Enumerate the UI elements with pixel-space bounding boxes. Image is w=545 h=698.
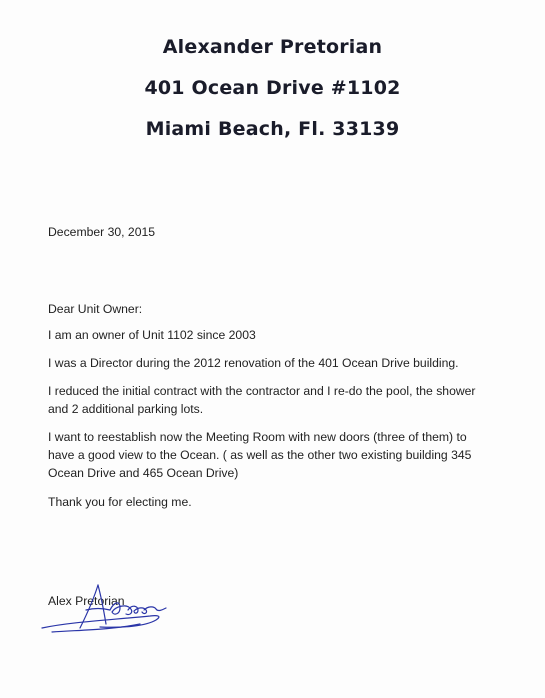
signer-name: Alex Pretorian: [48, 594, 125, 608]
paragraph-line: I was a Director during the 2012 renovation of the 401 Ocean Drive building.: [48, 356, 459, 370]
paragraph-line: I am an owner of Unit 1102 since 2003: [48, 328, 256, 342]
closing-line: [48, 493, 192, 511]
paragraph-ownership: [48, 326, 256, 344]
paragraph-line: I want to reestablish now the Meeting Room with new doors (three of them) to: [48, 430, 467, 444]
letterhead-address: 401 Ocean Drive #1102: [144, 77, 401, 99]
paragraph-line: Thank you for electing me.: [48, 495, 192, 509]
salutation: Dear Unit Owner:: [48, 302, 143, 316]
paragraph-line: Ocean Drive and 465 Ocean Drive): [48, 466, 239, 480]
paragraph-line: have a good view to the Ocean. ( as well as the other two existing building 345: [48, 448, 472, 462]
paragraph-contract: [48, 382, 475, 418]
paragraph-line: and 2 additional parking lots.: [48, 402, 204, 416]
handwritten-signature: [40, 580, 170, 640]
paragraph-meeting-room: [48, 428, 471, 482]
letterhead-name: Alexander Pretorian: [162, 36, 383, 58]
letter-date: December 30, 2015: [48, 225, 156, 239]
paragraph-director: [48, 354, 459, 372]
letterhead-city: Miami Beach, Fl. 33139: [145, 118, 400, 140]
paragraph-line: I reduced the initial contract with the contractor and I re-do the pool, the shower: [48, 384, 476, 398]
